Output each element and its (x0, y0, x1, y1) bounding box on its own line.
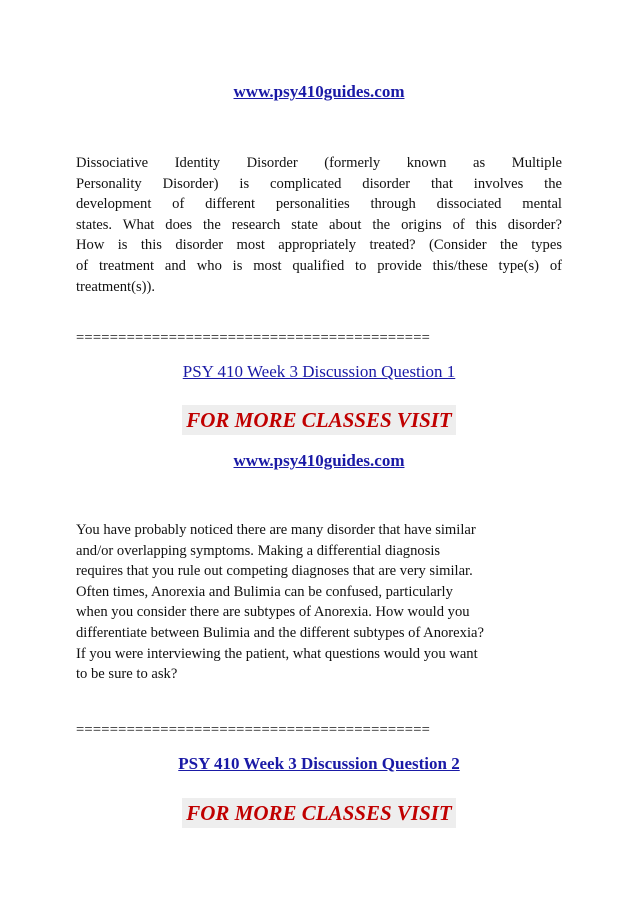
question-a-paragraph (76, 153, 562, 297)
paragraph-line: treatment(s)). (76, 278, 156, 295)
top-website-link[interactable]: www.psy410guides.com (233, 82, 405, 101)
section-2-banner: FOR MORE CLASSES VISIT (182, 798, 456, 828)
question-b-paragraph (76, 520, 562, 685)
paragraph-line: If you were interviewing the patient, what questions would you want (76, 645, 478, 662)
paragraph-line: differentiate between Bulimia and the different subtypes of Anorexia? (76, 624, 484, 641)
section-2-heading[interactable]: PSY 410 Week 3 Discussion Question 2 (178, 754, 460, 773)
section-1-website-link[interactable]: www.psy410guides.com (233, 451, 405, 470)
paragraph-line: Dissociative Identity Disorder (formerly known as Multiple (76, 155, 562, 171)
paragraph-line: Often times, Anorexia and Bulimia can be confused, particularly (76, 583, 453, 600)
paragraph-line: of treatment and who is most qualified to provide this/these type(s) of (76, 257, 562, 274)
paragraph-line: How is this disorder most appropriately treated? (Consider the types (76, 237, 562, 254)
paragraph-line: requires that you rule out competing diagnoses that are very similar. (76, 563, 473, 580)
paragraph-line: to be sure to ask? (76, 666, 178, 683)
divider-line-1: ========================================== (76, 330, 431, 346)
paragraph-line: states. What does the research state about the origins of this disorder? (76, 216, 562, 233)
paragraph-line: Personality Disorder) is complicated disorder that involves the (76, 175, 562, 192)
paragraph-line: You have probably noticed there are many disorder that have similar (76, 522, 476, 538)
section-1-heading[interactable]: PSY 410 Week 3 Discussion Question 1 (182, 362, 456, 381)
divider-line-2: ========================================== (76, 722, 431, 738)
section-2-banner-wrap (0, 798, 638, 828)
section-1-banner: FOR MORE CLASSES VISIT (182, 405, 456, 435)
paragraph-line: when you consider there are subtypes of Anorexia. How would you (76, 604, 470, 621)
paragraph-line: development of different personalities through dissociated mental (76, 196, 562, 213)
paragraph-line: and/or overlapping symptoms. Making a differential diagnosis (76, 542, 441, 559)
section-1-banner-wrap (0, 405, 638, 435)
